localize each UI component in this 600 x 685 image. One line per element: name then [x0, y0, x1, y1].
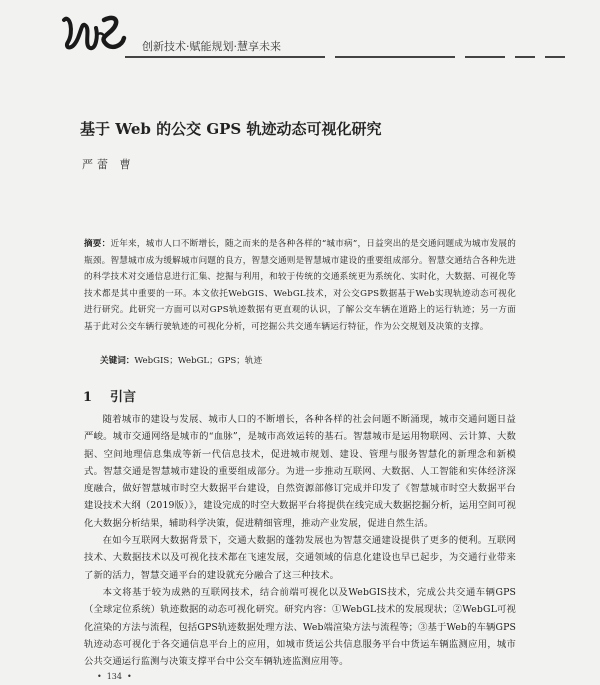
article-author: 严蕾 曹: [82, 158, 135, 171]
header-rule: [335, 56, 455, 58]
body-paragraph: 本文将基于较为成熟的互联网技术，结合前端可视化以及WebGIS技术，完成公共交通车辆GPS（全球定位系统）轨迹数据的动态可视化研究。研究内容：①WebGL技术的发展现状；②WebGL可视化渲染的方法与流程，包括GPS轨迹数据处理方法、Web端渲染方法与流程等；③基于Web的车辆GPS轨迹动态可视化于各交通信息平台上的应用，如城市货运公共信息服务平台中货运车辆监测应用，城市公共交通运行监测与决策支撑平台中公交车辆轨迹监测应用等。: [84, 586, 516, 668]
section-number: 1: [83, 390, 93, 405]
section-body: [84, 411, 516, 670]
keywords-label: 关键词：: [100, 356, 135, 366]
article-title: 基于 Web 的公交 GPS 轨迹动态可视化研究: [80, 120, 382, 138]
page-header: [60, 12, 580, 62]
section-title: 引言: [110, 390, 137, 405]
header-rule: [545, 56, 565, 58]
abstract-label: 摘要：: [84, 239, 111, 249]
abstract-text: 近年来，城市人口不断增长，随之而来的是各种各样的“城市病”，日益突出的是交通问题成为城市发展的瓶颈。智慧城市成为缓解城市问题的良方，智慧交通则是智慧城市建设的重要组成部分。智慧交通结合各种先进的科学技术对交通信息进行汇集、挖掘与利用，和较于传统的交通系统更为系统化、实时化，大数据、可视化等技术都是其中重要的一环。本文依托WebGIS、WebGL技术，对公交GPS数据基于Web实现轨迹动态可视化进行研究。此研究一方面可以对GPS轨迹数据有更直观的认识，了解公交车辆在道路上的运行轨迹；另一方面基于此对公交车辆行驶轨迹的可视化分析，可挖掘公共交通车辆运行特征，作为公交规划及决策的支撑。: [84, 239, 516, 332]
keywords: [100, 354, 262, 366]
header-rule: [515, 56, 535, 58]
header-rule: [125, 56, 325, 58]
abstract: [84, 236, 516, 336]
header-tagline: 创新技术·赋能规划·慧享未来: [142, 40, 281, 53]
section-heading: [83, 386, 136, 405]
brush-script-logo-icon: [60, 12, 130, 56]
header-rule: [465, 56, 505, 58]
page-number: • 134 •: [97, 672, 132, 681]
body-paragraph: 在如今互联网大数据背景下，交通大数据的蓬勃发展也为智慧交通建设提供了更多的便利。互联网技术、大数据技术以及可视化技术都在飞速发展，交通领域的信息化建设也早已起步，为交通行业带来了新的活力，智慧交通平台的建设就充分融合了这三种技术。: [84, 535, 516, 581]
body-paragraph: 随着城市的建设与发展、城市人口的不断增长，各种各样的社会问题不断涌现，城市交通问题日益严峻。城市交通网络是城市的“血脉”，是城市高效运转的基石。智慧城市是运用物联网、云计算、大数据、空间地理信息集成等新一代信息技术，促进城市规划、建设、管理与服务智慧化的新理念和新模式。智慧交通是智慧城市建设的重要组成部分。为进一步推动互联网、大数据、人工智能和实体经济深度融合，做好智慧城市时空大数据平台建设，自然资源部修订完成并印发了《智慧城市时空大数据平台建设技术大纲（2019版）》，建设完成的时空大数据平台将提供在线完成大数据挖掘分析，运用空间可视化大数据分析结果，辅助科学决策，促进精细管理，推动产业发展，促进自然生活。: [84, 414, 516, 529]
keywords-list: WebGIS；WebGL；GPS；轨迹: [134, 356, 263, 366]
